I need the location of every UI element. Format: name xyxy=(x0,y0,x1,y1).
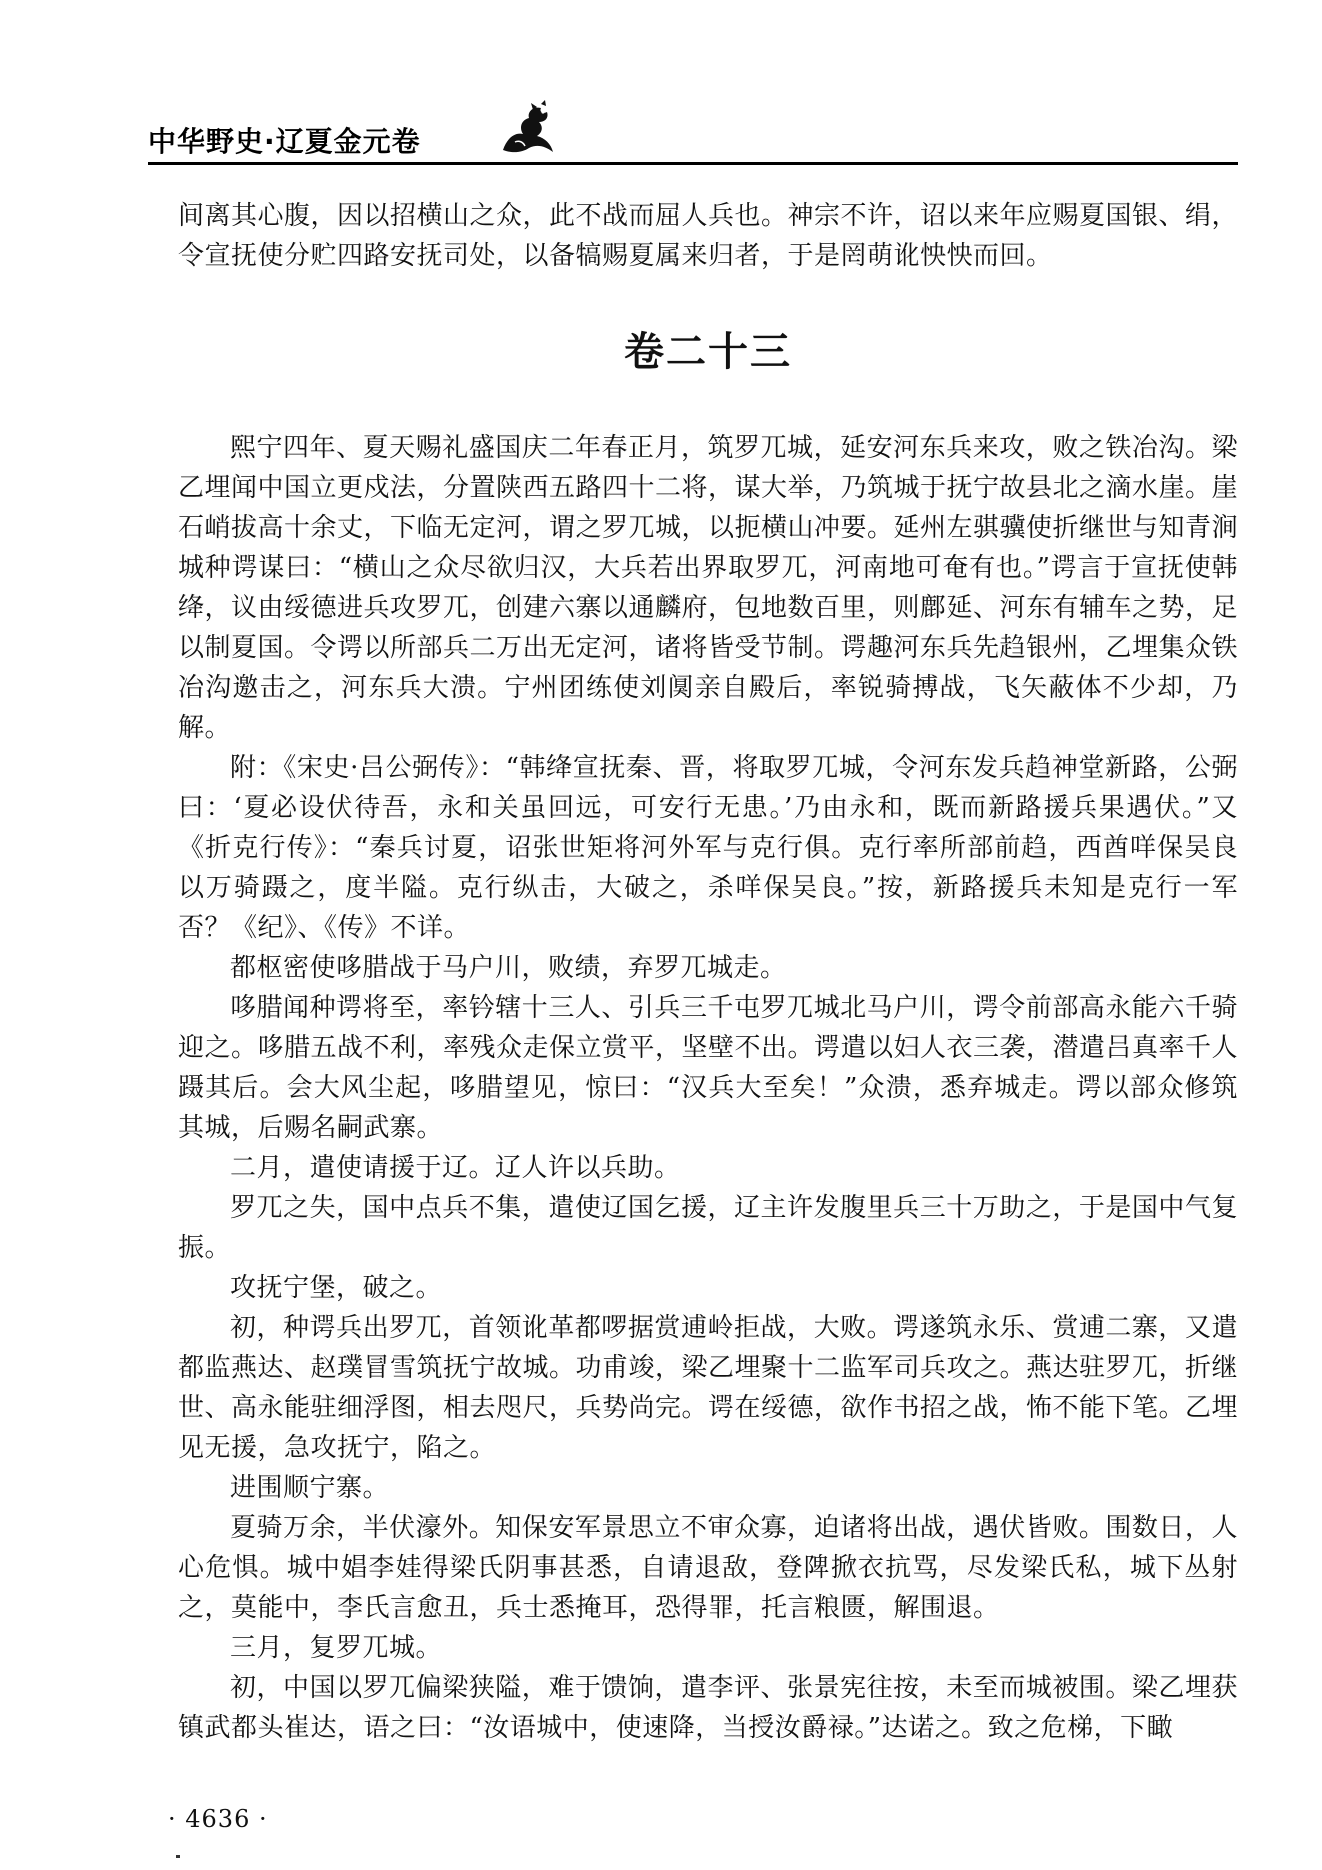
paragraph: 初，中国以罗兀偏梁狭隘，难于馈饷，遣李评、张景宪往按，未至而城被围。梁乙埋获镇武都头崔达，语之曰：“汝语城中，使速降，当授汝爵禄。”达诺之。致之危梯，下瞰 xyxy=(178,1673,1238,1743)
paragraph: 熙宁四年、夏天赐礼盛国庆二年春正月，筑罗兀城，延安河东兵来攻，败之铁冶沟。梁乙埋闻中国立更戍法，分置陕西五路四十二将，谋大举，乃筑城于抚宁故县北之滴水崖。崖石峭拔高十余丈，下临无定河，谓之罗兀城，以扼横山冲要。延州左骐骥使折继世与知青涧城种谔谋曰：“横山之众尽欲归汉，大兵若出界取罗兀，河南地可奄有也。”谔言于宣抚使韩绛，议由绥德进兵攻罗兀，创建六寨以通麟府，包地数百里，则鄜延、河东有辅车之势，足以制夏国。令谔以所部兵二万出无定河，诸将皆受节制。谔趣河东兵先趋银州，乙埋集众铁冶沟邀击之，河东兵大溃。宁州团练使刘阒亲自殿后，率锐骑搏战，飞矢蔽体不少却，乃解。 xyxy=(178,433,1239,743)
scan-speck xyxy=(176,1855,180,1858)
paragraph: 间离其心腹，因以招横山之众，此不战而屈人兵也。神宗不许，诏以来年应赐夏国银、绢，令宣抚使分贮四路安抚司处，以备犒赐夏属来归者，于是罔萌讹怏怏而回。 xyxy=(178,201,1239,271)
page-number: · 4636 · xyxy=(168,1805,268,1833)
paragraph: 都枢密使哆腊战于马户川，败绩，弃罗兀城走。 xyxy=(230,953,787,983)
paragraph: 附：《宋史·吕公弼传》：“韩绛宣抚秦、晋，将取罗兀城，令河东发兵趋神堂新路，公弼曰：‘夏必设伏待吾，永和关虽回远，可安行无患。’乃由永和，既而新路援兵果遇伏。”又《折克行传》：“秦兵讨夏，诏张世矩将河外军与克行俱。克行率所部前趋，西酋咩保吴良以万骑蹑之，度半隘。克行纵击，大破之，杀咩保吴良。”按，新路援兵未知是克行一军否？《纪》、《传》不详。 xyxy=(178,753,1238,943)
book-title: 中华野史·辽夏金元卷 xyxy=(148,125,421,158)
paragraph: 初，种谔兵出罗兀，首领讹革都啰据赏逋岭拒战，大败。谔遂筑永乐、赏逋二寨，又遣都监燕达、赵璞冒雪筑抚宁故城。功甫竣，梁乙埋聚十二监军司兵攻之。燕达驻罗兀，折继世、高永能驻细浮图，相去咫尺，兵势尚完。谔在绥德，欲作书招之战，怖不能下笔。乙埋见无援，急攻抚宁，陷之。 xyxy=(178,1313,1239,1463)
paragraph: 二月，遣使请援于辽。辽人许以兵助。 xyxy=(230,1153,681,1183)
page-body xyxy=(178,196,1238,1748)
chapter-title: 卷二十三 xyxy=(624,329,792,375)
paragraph: 罗兀之失，国中点兵不集，遣使辽国乞援，辽主许发腹里兵三十万助之，于是国中气复振。 xyxy=(178,1193,1238,1263)
chapter-text xyxy=(178,428,1238,1748)
paragraph: 夏骑万余，半伏濠外。知保安军景思立不审众寡，迫诸将出战，遇伏皆败。围数日，人心危惧。城中娼李娃得梁氏阴事甚悉，自请退敌，登陴掀衣抗骂，尽发梁氏私，城下丛射之，莫能中，李氏言愈丑，兵士悉掩耳，恐得罪，托言粮匮，解围退。 xyxy=(178,1513,1238,1623)
header-rule xyxy=(148,162,1238,165)
paragraph: 哆腊闻种谔将至，率钤辖十三人、引兵三千屯罗兀城北马户川，谔令前部高永能六千骑迎之。哆腊五战不利，率残众走保立赏平，坚壁不出。谔遣以妇人衣三袭，潜遣吕真率千人蹑其后。会大风尘起，哆腊望见，惊曰：“汉兵大至矣！”众溃，悉弃城走。谔以部众修筑其城，后赐名嗣武寨。 xyxy=(178,993,1239,1143)
paragraph: 进围顺宁寨。 xyxy=(230,1473,390,1503)
running-header xyxy=(148,118,1238,158)
paragraph: 攻抚宁堡，破之。 xyxy=(230,1273,443,1303)
paragraph: 三月，复罗兀城。 xyxy=(230,1633,443,1663)
dragon-emblem-icon xyxy=(493,98,563,162)
intro-text xyxy=(178,196,1238,276)
